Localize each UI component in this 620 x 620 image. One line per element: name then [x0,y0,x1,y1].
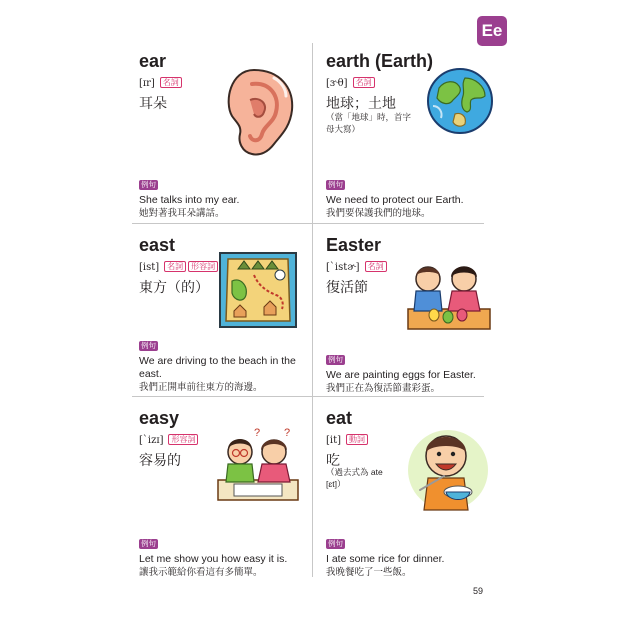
example-tag: 例句 [328,355,343,364]
headword: Easter [326,235,382,255]
usage-note: （當「地球」時，首字母大寫） [326,112,412,134]
example-easter [326,349,504,395]
chinese-meaning: 耳朵 [139,95,167,111]
example-chinese: 讓我示範給你看這有多簡單。 [139,567,263,578]
chinese-meaning: 東方（的） [139,279,209,295]
example-easy [139,533,317,579]
headword: ear [139,51,167,71]
example-earth [326,174,504,220]
pronunciation: [ˋizɪ] [139,435,164,446]
part-of-speech-badge: 名詞 [164,261,186,272]
example-tag: 例句 [328,180,343,189]
column-divider [312,43,313,577]
chinese-meaning: 復活節 [326,279,368,295]
pronunciation: [ˋistɚ] [326,262,360,273]
example-chinese: 她對著我耳朵講話。 [139,208,225,219]
page-number: 59 [473,586,484,596]
pronunciation: [it] [326,435,342,446]
pronunciation-line [139,261,218,273]
boy-eating-icon [402,426,494,512]
headword: east [139,235,176,255]
pronunciation: [ɪr] [139,78,155,89]
chinese-meaning: 容易的 [139,452,181,468]
chinese-meaning: 地球；土地 [326,95,396,111]
pronunciation-line [326,261,387,273]
row-divider [132,223,484,224]
headword: eat [326,408,353,428]
svg-text:?: ? [284,427,291,439]
part-of-speech-badge: 形容詞 [188,261,218,272]
chinese-meaning: 吃 [326,452,340,468]
example-chinese: 我們正開車前往東方的海邊。 [139,382,263,393]
example-english: She talks into my ear. [139,194,240,206]
example-english: Let me show you how easy it is. [139,553,288,565]
example-english: We are driving to the beach in the east. [139,355,296,380]
example-english: I ate some rice for dinner. [326,553,445,565]
headword: earth (Earth) [326,51,434,71]
example-eat [326,533,504,579]
example-chinese: 我晚餐吃了一些飯。 [326,567,412,578]
ear-icon [216,66,298,158]
part-of-speech-badge: 名詞 [365,261,387,272]
pronunciation-line [139,434,198,446]
usage-note: （過去式為 ate [ɛt]） [326,467,383,489]
letter-tab: Ee [477,16,507,46]
pronunciation-line [326,434,368,446]
example-chinese: 我們正在為復活節畫彩蛋。 [326,383,441,394]
children-studying-icon [214,426,302,504]
part-of-speech-badge: 動詞 [346,434,368,445]
example-english: We need to protect our Earth. [326,194,464,206]
part-of-speech-badge: 形容詞 [168,434,198,445]
example-ear [139,174,317,220]
pronunciation: [ist] [139,262,160,273]
part-of-speech-badge: 名詞 [353,77,375,88]
example-tag: 例句 [328,539,343,548]
example-chinese: 我們要保護我們的地球。 [326,208,431,219]
globe-icon [425,66,495,136]
example-english: We are painting eggs for Easter. [326,369,476,381]
pronunciation-line [139,77,182,89]
children-painting-eggs-icon [404,259,494,337]
example-tag: 例句 [141,180,156,189]
pronunciation-line [326,77,375,89]
part-of-speech-badge: 名詞 [160,77,182,88]
map-icon [218,251,298,329]
example-tag: 例句 [141,539,156,548]
headword: easy [139,408,180,428]
example-east [139,335,317,394]
pronunciation: [ɝθ] [326,78,348,89]
row-divider [132,396,484,397]
example-tag: 例句 [141,341,156,350]
svg-text:?: ? [254,427,261,439]
